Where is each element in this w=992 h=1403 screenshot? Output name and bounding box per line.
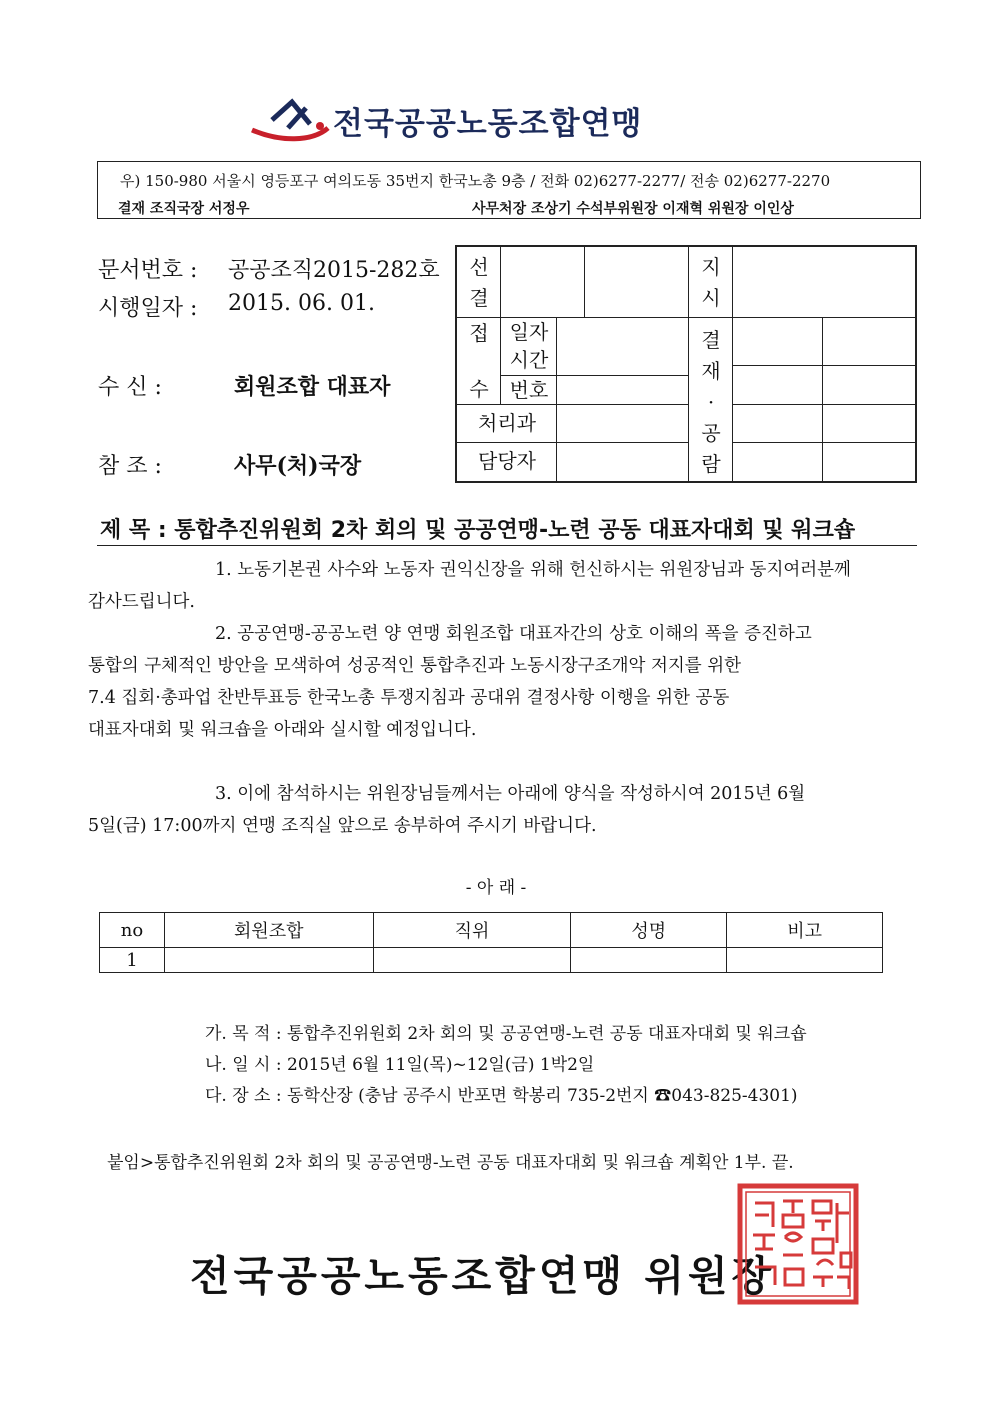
gyeoljae-char: 결 (701, 328, 721, 352)
cc-label: 참 조 : (98, 454, 162, 479)
label-su: 수 (469, 377, 489, 401)
label-si: 시 (701, 286, 721, 310)
table-header-cell: 회원조합 (164, 913, 373, 948)
label-person: 담당자 (478, 449, 536, 473)
table-header-row (100, 913, 883, 948)
section-note: - 아 래 - (465, 878, 527, 898)
label-jeop: 접 (469, 321, 489, 345)
label-time: 시간 (509, 348, 549, 372)
approval-line-right: 사무처장 조상기 수석부위원장 이재혁 위원장 이인상 (472, 201, 794, 217)
paragraph-2-line: 대표자대회 및 워크숍을 아래와 실시할 예정입니다. (88, 720, 477, 740)
approval-cell (733, 247, 915, 318)
label-gyeol: 결 (469, 286, 489, 310)
detail-datetime (205, 1050, 594, 1075)
closing-signature: 전국공공노동조합연맹 위원장 (190, 1252, 776, 1300)
detail-label: 나. 일 시 : (205, 1055, 282, 1075)
org-title: 전국공공노동조합연맹 (333, 106, 643, 142)
table-header-cell: no (100, 913, 165, 948)
label-ji: 지 (701, 255, 721, 279)
official-seal-icon (737, 1183, 859, 1305)
table-cell: 1 (100, 948, 165, 973)
approval-cell (501, 247, 585, 318)
approval-cell (733, 318, 823, 366)
approval-grid (455, 245, 917, 483)
detail-label: 가. 목 적 : (205, 1024, 282, 1044)
gyeoljae-char: 재 (701, 359, 721, 383)
recipient: 회원조합 대표자 (234, 374, 391, 400)
label-number: 번호 (509, 378, 549, 402)
detail-label: 다. 장 소 : (205, 1086, 282, 1106)
attachment-note: 붙임>통합추진위원회 2차 회의 및 공공연맹-노련 공동 대표자대회 및 워크숍 계획안 1부. 끝. (107, 1153, 794, 1173)
label-gyeoljae (689, 325, 733, 480)
label-dept: 처리과 (478, 411, 536, 435)
detail-value: 동학산장 (충남 공주시 반포면 학봉리 735-2번지 ☎043-825-4301) (287, 1086, 798, 1106)
approval-cell (557, 376, 689, 405)
detail-value: 2015년 6월 11일(목)~12일(금) 1박2일 (287, 1055, 595, 1075)
table-cell (571, 948, 727, 973)
detail-place (205, 1081, 798, 1106)
gyeoljae-char: 공 (701, 421, 721, 445)
paragraph-2-line: 7.4 집회·총파업 찬반투표등 한국노총 투쟁지침과 공대위 결정사항 이행을 위한 공동 (88, 688, 730, 708)
paragraph-2-line: 통합의 구체적인 방안을 모색하여 성공적인 통합추진과 노동시장구조개악 저지를 위한 (88, 656, 742, 676)
paragraph-1-line: 1. 노동기본권 사수와 노동자 권익신장을 위해 헌신하시는 위원장님과 동지여러분께 (215, 560, 851, 580)
issue-date: 2015. 06. 01. (228, 291, 375, 316)
table-header-cell: 성명 (571, 913, 727, 948)
approval-line-left: 결재 조직국장 서정우 (118, 201, 250, 217)
table-cell (164, 948, 373, 973)
approval-cell (557, 443, 689, 481)
approval-cell (733, 405, 823, 443)
table-header-cell: 비고 (727, 913, 883, 948)
approval-cell (823, 318, 915, 366)
paragraph-3-line: 5일(금) 17:00까지 연맹 조직실 앞으로 송부하여 주시기 바랍니다. (88, 816, 597, 836)
doc-number-label: 문서번호 : (98, 258, 198, 283)
approval-cell (823, 405, 915, 443)
gyeoljae-char: · (707, 390, 715, 414)
table-row (100, 948, 883, 973)
table-header-cell: 직위 (373, 913, 571, 948)
paragraph-2-line: 2. 공공연맹-공공노련 양 연맹 회원조합 대표자간의 상호 이해의 폭을 증진하고 (215, 624, 812, 644)
approval-cell (823, 366, 915, 405)
approval-cell (585, 247, 689, 318)
label-date: 일자 (509, 320, 549, 344)
doc-number: 공공조직2015-282호 (228, 258, 440, 283)
paragraph-3-line: 3. 이에 참석하시는 위원장님들께서는 아래에 양식을 작성하시여 2015년 6월 (215, 784, 806, 804)
approval-cell (733, 443, 823, 481)
paragraph-1-line: 감사드립니다. (88, 592, 195, 612)
issue-date-label: 시행일자 : (98, 296, 198, 321)
approval-cell (823, 443, 915, 481)
label-seon: 선 (469, 255, 489, 279)
subject (100, 513, 855, 544)
subject-label: 제 목 : (100, 518, 167, 543)
detail-purpose (205, 1019, 807, 1044)
approval-cell (733, 366, 823, 405)
gyeoljae-char: 람 (701, 452, 721, 476)
approval-cell (557, 405, 689, 443)
recipient-label: 수 신 : (98, 375, 162, 400)
subject-divider (97, 545, 917, 546)
table-cell (727, 948, 883, 973)
attendee-table (99, 912, 883, 973)
detail-value: 통합추진위원회 2차 회의 및 공공연맹-노련 공동 대표자대회 및 워크숍 (287, 1024, 807, 1044)
table-cell (373, 948, 571, 973)
cc: 사무(처)국장 (234, 453, 362, 479)
address-line: 우) 150-980 서울시 영등포구 여의도동 35번지 한국노총 9층 / 전화 02)6277-2277/ 전송 02)6277-2270 (120, 172, 831, 190)
approval-cell (557, 318, 689, 376)
subject-text: 통합추진위원회 2차 회의 및 공공연맹-노련 공동 대표자대회 및 워크숍 (174, 518, 856, 543)
